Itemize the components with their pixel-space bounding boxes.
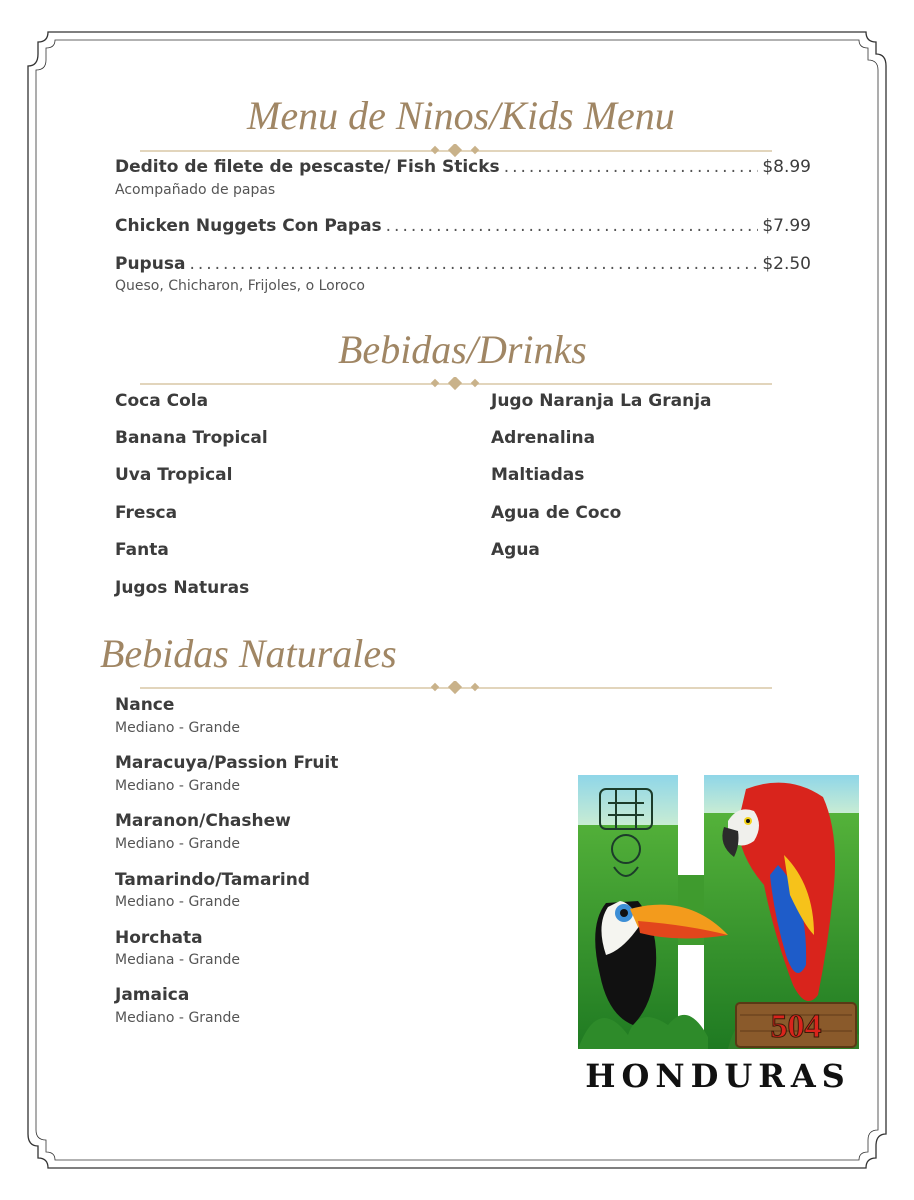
natural-drink-sizes: Mediano - Grande xyxy=(115,1010,240,1026)
drink-item: Adrenalina xyxy=(491,428,596,448)
kids-item-chicken-nuggets xyxy=(115,216,811,236)
kids-item-pupusa xyxy=(115,254,811,274)
item-description: Queso, Chicharon, Frijoles, o Loroco xyxy=(115,278,365,294)
item-price: $7.99 xyxy=(762,216,811,236)
natural-drinks-title: Bebidas Naturales xyxy=(100,631,397,676)
drink-item: Maltiadas xyxy=(491,465,585,485)
natural-drink-sizes: Mediana - Grande xyxy=(115,952,241,968)
item-description: Acompañado de papas xyxy=(115,182,276,198)
natural-drink-name: Horchata xyxy=(115,928,203,948)
item-name: Pupusa xyxy=(115,254,186,274)
item-price: $8.99 xyxy=(762,157,811,177)
drink-item: Uva Tropical xyxy=(115,465,233,485)
natural-drinks-divider xyxy=(140,681,772,695)
natural-drink-name: Maranon/Chashew xyxy=(115,811,291,831)
logo-number: 504 xyxy=(770,1008,822,1045)
drinks-title: Bebidas/Drinks xyxy=(338,327,587,372)
leader-dots xyxy=(386,216,759,236)
logo-wordmark: HONDURAS xyxy=(585,1057,851,1093)
honduras-logo xyxy=(578,775,859,1093)
natural-drink-sizes: Mediano - Grande xyxy=(115,778,240,794)
drink-item: Agua xyxy=(491,540,540,560)
natural-drink-name: Tamarindo/Tamarind xyxy=(115,870,310,890)
natural-drink-sizes: Mediano - Grande xyxy=(115,720,240,736)
natural-drink-name: Nance xyxy=(115,695,175,715)
natural-drink-name: Maracuya/Passion Fruit xyxy=(115,753,339,773)
kids-menu-divider xyxy=(140,144,772,158)
drink-item: Agua de Coco xyxy=(491,503,622,523)
kids-menu-title: Menu de Ninos/Kids Menu xyxy=(247,93,675,138)
drink-item: Fanta xyxy=(115,540,169,560)
item-name: Chicken Nuggets Con Papas xyxy=(115,216,382,236)
item-price: $2.50 xyxy=(762,254,811,274)
drink-item: Jugo Naranja La Granja xyxy=(491,391,712,411)
leader-dots xyxy=(189,254,758,274)
drink-item: Banana Tropical xyxy=(115,428,268,448)
drink-item: Coca Cola xyxy=(115,391,209,411)
kids-item-fish-sticks xyxy=(115,157,811,177)
natural-drink-sizes: Mediano - Grande xyxy=(115,894,240,910)
drinks-divider xyxy=(140,377,772,391)
natural-drink-sizes: Mediano - Grande xyxy=(115,836,240,852)
natural-drink-name: Jamaica xyxy=(115,985,190,1005)
item-name: Dedito de filete de pescaste/ Fish Sticks xyxy=(115,157,500,177)
drink-item: Jugos Naturas xyxy=(115,578,250,598)
drink-item: Fresca xyxy=(115,503,178,523)
leader-dots xyxy=(504,157,759,177)
